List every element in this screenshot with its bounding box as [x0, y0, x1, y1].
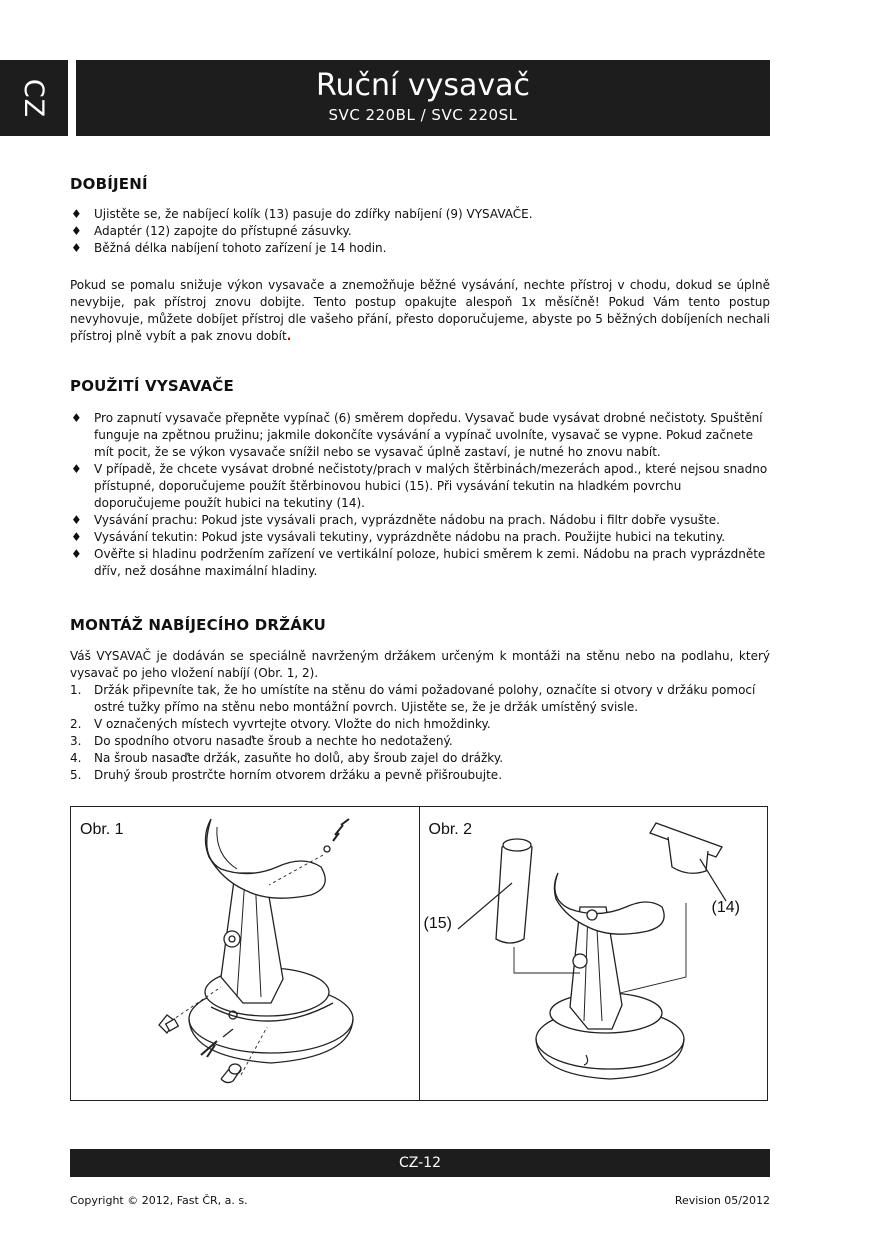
list-item: 5. Druhý šroub prostrčte horním otvorem držáku a pevně přišroubujte.: [70, 768, 503, 782]
figure-2-label: Obr. 2: [428, 821, 473, 838]
figure-2: [419, 807, 768, 1100]
list-item: ♦ V případě, že chcete vysávat drobné nečistoty/prach v malých štěrbinách/mezerách apod., které nejsou snadno přístupné, doporučujeme použít štěrbinovou hubici (15). Při vysávání tekutin na hladkém povrchu doporučujeme použít hubici na tekutiny (14).: [71, 462, 768, 510]
usage-bullet-list: [70, 410, 770, 580]
bullet-icon: ♦: [71, 530, 82, 544]
mounting-intro: Váš VYSAVAČ je dodáván se speciálně navrženým držákem určeným k montáži na stěnu nebo na podlahu, který vysavač po jeho vložení nabíjí (Obr. 1, 2).: [70, 649, 770, 680]
list-item: ♦ Vysávání prachu: Pokud jste vysávali prach, vyprázdněte nádobu na prach. Nádobu i filtr dobře vysušte.: [71, 513, 720, 527]
figure-1-drawing: [71, 807, 419, 1100]
bullet-icon: ♦: [71, 224, 82, 238]
list-item: ♦ Pro zapnutí vysavače přepněte vypínač (6) směrem dopředu. Vysavač bude vysávat drobné nečistoty. Spuštění funguje na zpětnou pružinu; jakmile dokončíte vysávání a vypínač uvolníte, vysavač se vypne. Pokud začnete mít pocit, že se výkon vysavače snížil nebo se vysavač úplně zastaví, je nutné ho znovu nabít.: [71, 411, 763, 459]
list-item: 2. V označených místech vyvrtejte otvory. Vložte do nich hmoždinky.: [70, 717, 491, 731]
language-tab: [0, 60, 68, 136]
copyright: Copyright © 2012, Fast ČR, a. s.: [70, 1194, 248, 1207]
section-heading-usage: POUŽITÍ VYSAVAČE: [70, 377, 234, 395]
mounting-steps: [70, 682, 770, 784]
section-heading-charging: DOBÍJENÍ: [70, 175, 148, 193]
bullet-icon: ♦: [71, 241, 82, 255]
model-subtitle: SVC 220BL / SVC 220SL: [328, 106, 518, 124]
bullet-icon: ♦: [71, 411, 82, 425]
page-number-bar: [70, 1149, 770, 1177]
bullet-icon: ♦: [71, 513, 82, 527]
charging-paragraph: Pokud se pomalu snižuje výkon vysavače a znemožňuje běžné vysávání, nechte přístroj v chodu, dokud se úplně nevybije, pak přístroj znovu dobijte. Tento postup opakujte alespoň 1x měsíčně! Pokud Vám tento postup nevyhovuje, můžete dobíjet přístroj dle vašeho přání, přesto doporučujeme, abyste po 5 běžných dobíjeních nechali přístroj plně vybít a pak znovu dobít.: [70, 278, 770, 343]
title-bar: [76, 60, 770, 136]
list-item: ♦ Běžná délka nabíjení tohoto zařízení je 14 hodin.: [71, 241, 387, 255]
list-item: ♦ Adaptér (12) zapojte do přístupné zásuvky.: [71, 224, 352, 238]
callout-crevice-nozzle: (15): [423, 915, 452, 932]
list-item: ♦ Ověřte si hladinu podržením zařízení ve vertikální poloze, hubici směrem k zemi. Nádobu na prach vyprázdněte dřív, než dosáhne maximální hladiny.: [71, 547, 766, 578]
list-item: 1. Držák připevníte tak, že ho umístíte na stěnu do vámi požadované polohy, označíte si otvory v držáku pomocí ostré tužky přímo na stěnu nebo montážní povrch. Ujistěte se, že je držák umístěný svisle.: [70, 683, 756, 714]
list-item: ♦ Vysávání tekutin: Pokud jste vysávali tekutiny, vyprázdněte nádobu na prach. Použijte hubici na tekutiny.: [71, 530, 726, 544]
figure-2-drawing: [420, 807, 768, 1100]
bullet-icon: ♦: [71, 462, 82, 476]
list-item: 3. Do spodního otvoru nasaďte šroub a nechte ho nedotažený.: [70, 734, 453, 748]
figure-1: [71, 807, 419, 1100]
section-heading-mounting: MONTÁŽ NABÍJECÍHO DRŽÁKU: [70, 616, 326, 634]
section-charging: [70, 176, 770, 345]
language-code: CZ: [18, 78, 50, 118]
charging-bullet-list: [70, 206, 770, 257]
callout-liquid-nozzle: (14): [711, 899, 740, 916]
list-item: ♦ Ujistěte se, že nabíjecí kolík (13) pasuje do zdířky nabíjení (9) VYSAVAČE.: [71, 207, 533, 221]
figures-box: [70, 806, 768, 1101]
revision: Revision 05/2012: [674, 1194, 770, 1207]
page-title: Ruční vysavač: [315, 68, 531, 103]
red-period: .: [286, 329, 292, 343]
figure-1-label: Obr. 1: [80, 821, 124, 838]
section-usage: [70, 378, 770, 580]
bullet-icon: ♦: [71, 547, 82, 561]
list-item: 4. Na šroub nasaďte držák, zasuňte ho dolů, aby šroub zajel do drážky.: [70, 751, 504, 765]
section-mounting: [70, 617, 770, 784]
bullet-icon: ♦: [71, 207, 82, 221]
page-number: CZ-12: [399, 1155, 441, 1171]
